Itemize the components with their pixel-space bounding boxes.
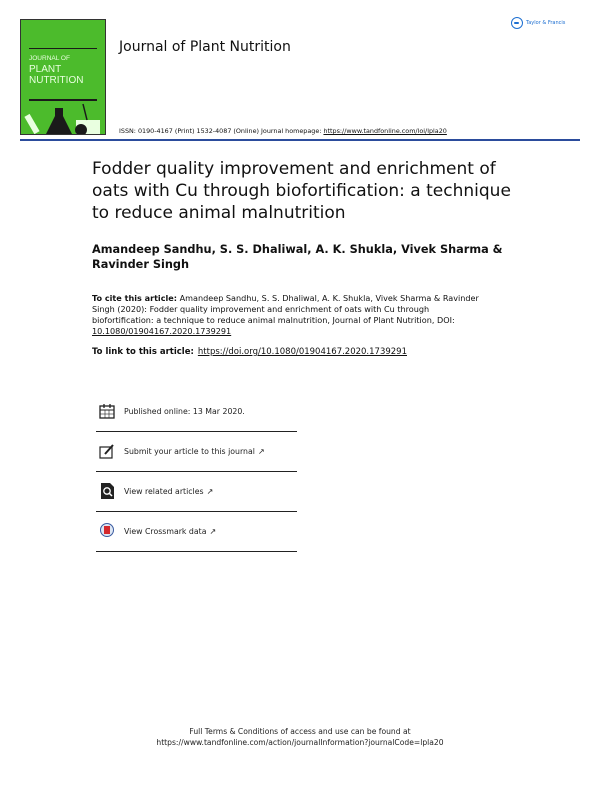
footer-terms: [0, 726, 600, 748]
related-articles-link[interactable]: View related articles: [124, 486, 204, 496]
taylor-francis-logo-icon: [511, 17, 523, 29]
cover-text: JOURNAL OF: [29, 55, 70, 62]
calendar-icon: [99, 403, 115, 419]
external-link-icon: ↗: [206, 486, 214, 496]
journal-homepage-link[interactable]: https://www.tandfonline.com/loi/lpla20: [323, 127, 447, 135]
cite-text: Amandeep Sandhu, S. S. Dhaliwal, A. K. Shukla, Vivek Sharma & Ravinder Singh (2020): Fodder quality improvement and enrichment of oats with Cu through biofortification: a technique to reduce animal malnutrition, Journal of Plant Nutrition, DOI:: [92, 293, 479, 325]
issn-text: ISSN: 0190-4167 (Print) 1532-4087 (Online) Journal homepage:: [119, 127, 324, 135]
cover-text: PLANT: [29, 64, 62, 75]
published-date: Published online: 13 Mar 2020.: [124, 406, 245, 416]
journal-title[interactable]: Journal of Plant Nutrition: [119, 39, 291, 55]
lab-flask-illustration: [21, 102, 106, 135]
cite-label: To cite this article:: [92, 293, 178, 303]
publisher-name: Taylor & Francis: [526, 20, 566, 26]
submit-edit-icon: [99, 443, 115, 459]
citation: [92, 293, 492, 337]
published-online-row: [96, 391, 297, 432]
cite-doi-link[interactable]: 10.1080/01904167.2020.1739291: [92, 326, 232, 336]
related-articles-row[interactable]: [96, 471, 297, 512]
submit-article-link[interactable]: Submit your article to this journal: [124, 446, 255, 456]
publisher-logo: [511, 17, 565, 29]
article-link-line: [92, 347, 407, 357]
related-articles-icon: [99, 483, 115, 499]
journal-cover-image: [20, 19, 106, 135]
cover-text: NUTRITION: [29, 75, 84, 86]
article-title: Fodder quality improvement and enrichment of oats with Cu through biofortification: a technique to reduce animal malnutrition: [92, 159, 511, 223]
article-doi-link[interactable]: https://doi.org/10.1080/01904167.2020.1739291: [197, 347, 407, 357]
submit-article-row[interactable]: [96, 431, 297, 472]
link-label: To link to this article:: [92, 347, 194, 357]
article-authors: Amandeep Sandhu, S. S. Dhaliwal, A. K. Shukla, Vivek Sharma & Ravinder Singh: [92, 243, 503, 271]
footer-text: Full Terms & Conditions of access and use can be found at: [189, 727, 411, 736]
external-link-icon: ↗: [257, 446, 265, 456]
crossmark-icon: [99, 523, 115, 539]
header-divider: [20, 139, 580, 141]
issn-line: [119, 127, 447, 135]
crossmark-link[interactable]: View Crossmark data: [124, 526, 207, 536]
footer-terms-link[interactable]: https://www.tandfonline.com/action/journalInformation?journalCode=lpla20: [156, 738, 444, 747]
external-link-icon: ↗: [209, 526, 217, 536]
crossmark-row[interactable]: [96, 511, 297, 552]
